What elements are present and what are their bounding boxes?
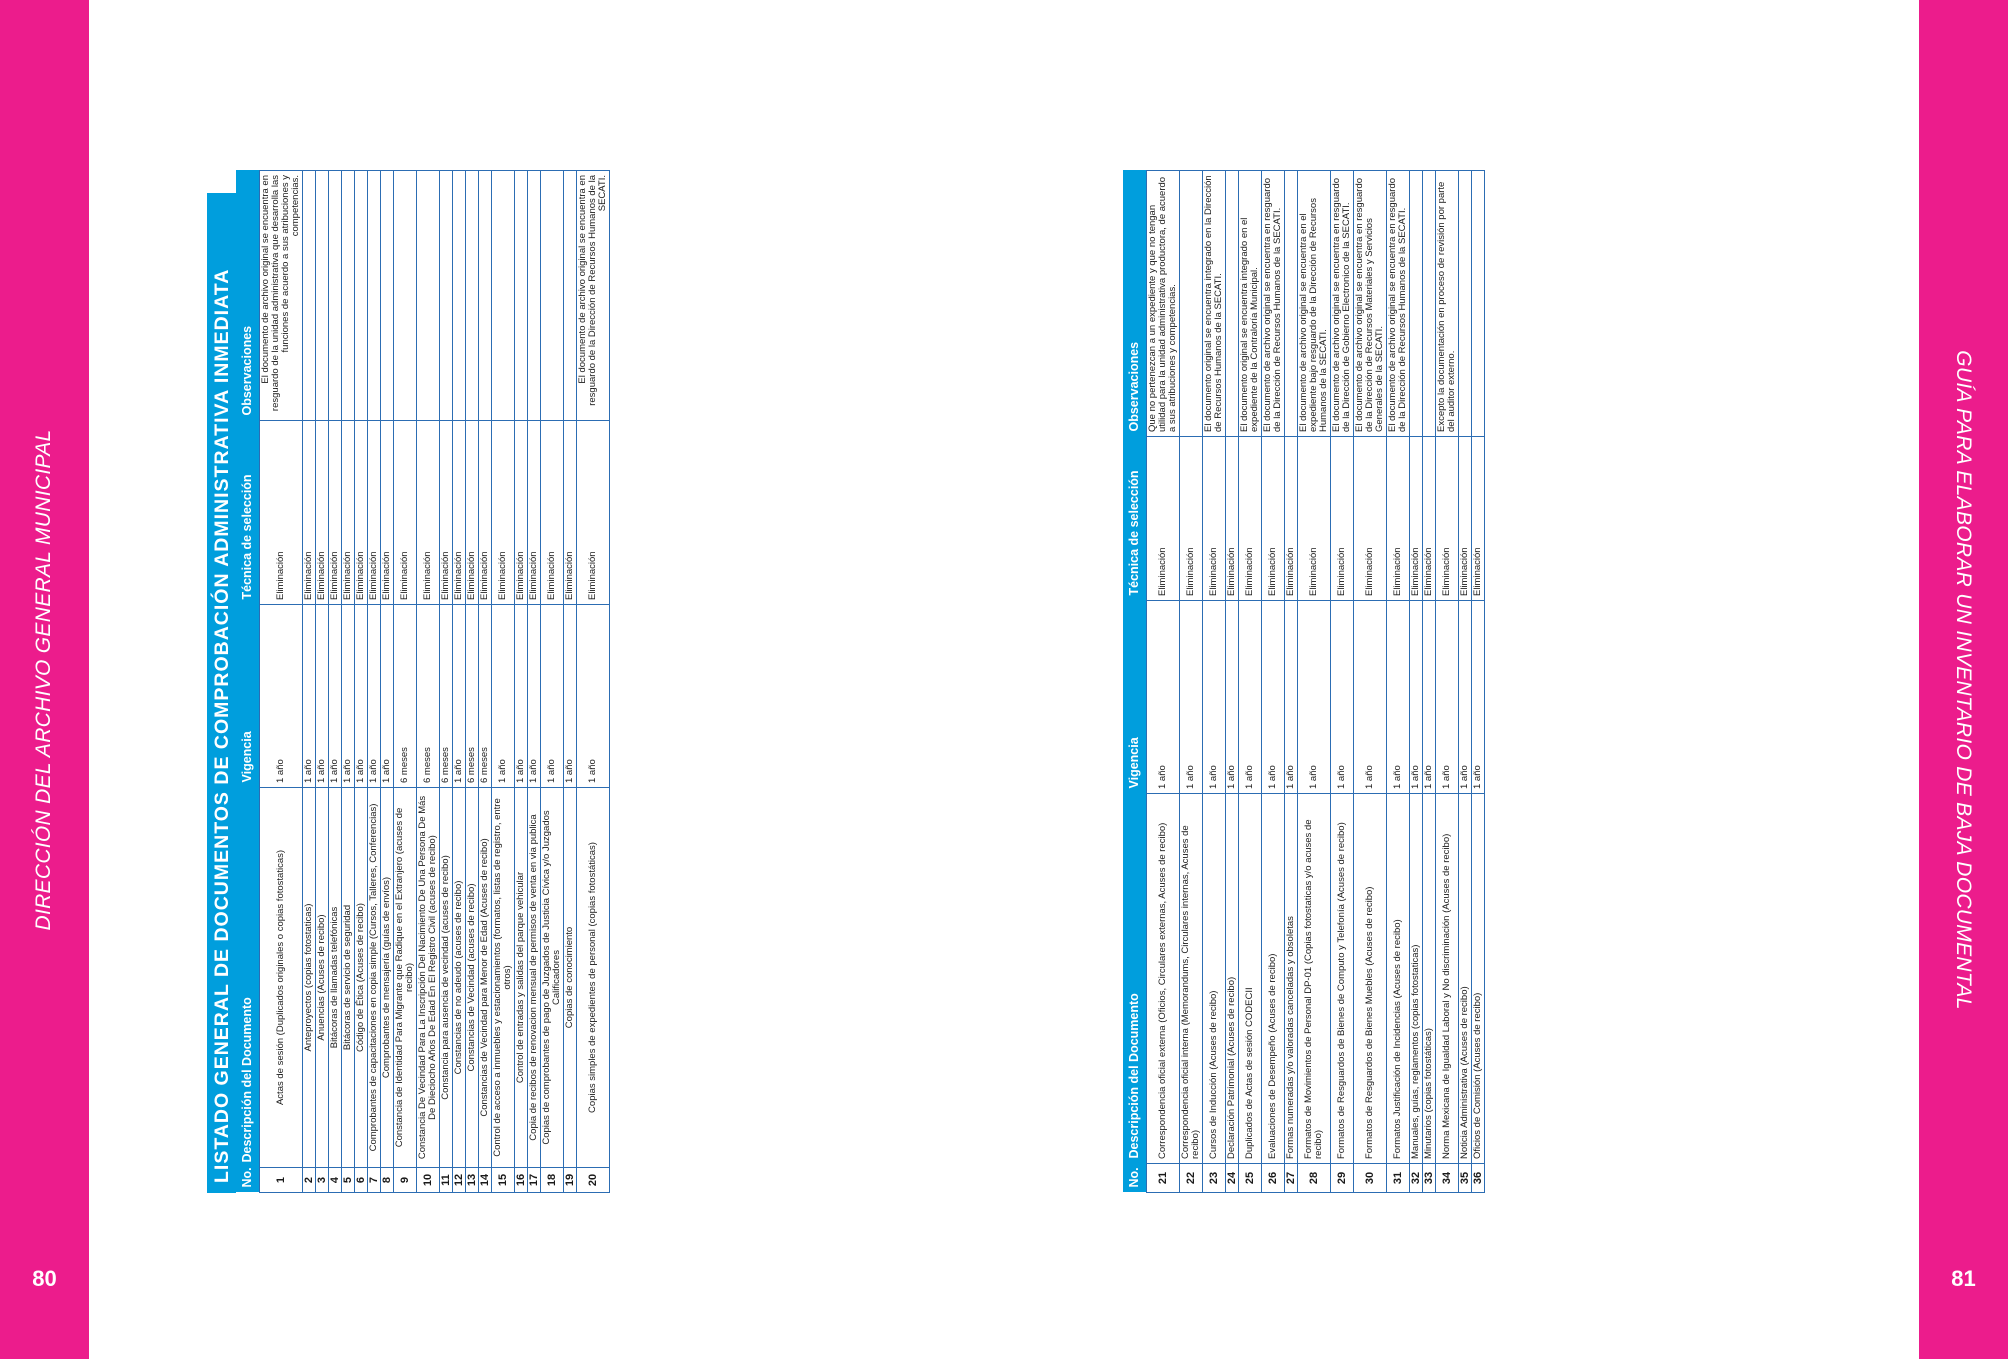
row-vigencia: 1 año bbox=[1202, 601, 1225, 794]
row-description: Cursos de Inducción (Acuses de recibo) bbox=[1202, 794, 1225, 1164]
row-description: Actas de sesión (Duplicados originales o copias fotostaticas) bbox=[259, 788, 302, 1168]
row-tecnica: Eliminación bbox=[514, 421, 527, 605]
row-observaciones bbox=[393, 171, 416, 421]
row-vigencia: 1 año bbox=[1422, 601, 1435, 794]
row-number: 34 bbox=[1435, 1164, 1458, 1193]
row-number: 24 bbox=[1225, 1164, 1238, 1193]
row-vigencia: 1 año bbox=[563, 605, 576, 788]
row-tecnica: Eliminación bbox=[341, 421, 354, 605]
table-row bbox=[416, 171, 439, 1193]
row-number: 17 bbox=[527, 1168, 540, 1193]
row-number: 20 bbox=[576, 1168, 609, 1193]
row-number: 27 bbox=[1284, 1164, 1297, 1193]
row-number: 18 bbox=[540, 1168, 563, 1193]
row-number: 7 bbox=[367, 1168, 380, 1193]
row-tecnica: Eliminación bbox=[1458, 437, 1471, 601]
row-number: 15 bbox=[491, 1168, 514, 1193]
col-header-description: Descripción del Documento bbox=[1123, 794, 1146, 1164]
row-observaciones: El documento original se encuentra integrado en el expediente de la Contraloría Municipal. bbox=[1238, 171, 1261, 437]
table-row bbox=[1179, 171, 1202, 1193]
row-vigencia: 1 año bbox=[328, 605, 341, 788]
table-row bbox=[1435, 171, 1458, 1193]
row-number: 13 bbox=[465, 1168, 478, 1193]
right-band-title: GUÍA PARA ELABORAR UN INVENTARIO DE BAJA DOCUMENTAL bbox=[1952, 350, 1975, 1010]
row-observaciones bbox=[478, 171, 491, 421]
row-vigencia: 6 meses bbox=[393, 605, 416, 788]
table-row bbox=[302, 171, 315, 1193]
row-vigencia: 1 año bbox=[367, 605, 380, 788]
row-description: Comprobantes de mensajería (guías de envíos) bbox=[380, 788, 393, 1168]
row-tecnica: Eliminación bbox=[259, 421, 302, 605]
row-number: 5 bbox=[341, 1168, 354, 1193]
row-tecnica: Eliminación bbox=[540, 421, 563, 605]
row-number: 31 bbox=[1386, 1164, 1409, 1193]
row-vigencia: 1 año bbox=[1238, 601, 1261, 794]
row-description: Anuencias (Acuses de recibo) bbox=[315, 788, 328, 1168]
table-row bbox=[1458, 171, 1471, 1193]
table-row bbox=[540, 171, 563, 1193]
row-tecnica: Eliminación bbox=[1202, 437, 1225, 601]
col-header-observaciones: Observaciones bbox=[236, 171, 259, 421]
row-vigencia: 1 año bbox=[380, 605, 393, 788]
row-observaciones bbox=[540, 171, 563, 421]
row-description: Minutarios (copias fotostáticas) bbox=[1422, 794, 1435, 1164]
row-number: 12 bbox=[452, 1168, 465, 1193]
row-description: Anteproyectos (copias fotostaticas) bbox=[302, 788, 315, 1168]
row-tecnica: Eliminación bbox=[1409, 437, 1422, 601]
row-description: Constancias de no adeudo (acuses de recibo) bbox=[452, 788, 465, 1168]
row-description: Constancias de Vecindad para Menor de Edad (Acuses de recibo) bbox=[478, 788, 491, 1168]
row-vigencia: 1 año bbox=[452, 605, 465, 788]
row-description: Constancia para ausencia de vecindad (acuses de recibo) bbox=[439, 788, 452, 1168]
row-tecnica: Eliminación bbox=[491, 421, 514, 605]
row-description: Código de Ética (Acuses de recibo) bbox=[354, 788, 367, 1168]
row-description: Bitácoras de llamadas telefónicas bbox=[328, 788, 341, 1168]
row-tecnica: Eliminación bbox=[1179, 437, 1202, 601]
documents-table-2 bbox=[1123, 170, 1485, 1193]
row-observaciones: El documento de archivo original se encuentra en resguardo de la Dirección de Recursos Humanos de la SECATI. bbox=[1261, 171, 1284, 437]
row-vigencia: 1 año bbox=[259, 605, 302, 788]
row-observaciones bbox=[1422, 171, 1435, 437]
row-observaciones bbox=[341, 171, 354, 421]
row-observaciones: El documento de archivo original se encuentra en resguardo de la Dirección de Recursos Humanos de la SECATI. bbox=[1386, 171, 1409, 437]
row-tecnica: Eliminación bbox=[1297, 437, 1330, 601]
row-tecnica: Eliminación bbox=[563, 421, 576, 605]
table-row bbox=[1261, 171, 1284, 1193]
row-vigencia: 1 año bbox=[1330, 601, 1353, 794]
row-vigencia: 1 año bbox=[354, 605, 367, 788]
col-header-tecnica: Técnica de selección bbox=[236, 421, 259, 605]
row-number: 16 bbox=[514, 1168, 527, 1193]
row-number: 9 bbox=[393, 1168, 416, 1193]
row-description: Correspondencia oficial interna (Memorandums, Circulares internas, Acuses de recibo) bbox=[1179, 794, 1202, 1164]
row-number: 32 bbox=[1409, 1164, 1422, 1193]
row-tecnica: Eliminación bbox=[416, 421, 439, 605]
row-observaciones bbox=[1471, 171, 1484, 437]
col-header-observaciones: Observaciones bbox=[1123, 171, 1146, 437]
row-vigencia: 1 año bbox=[540, 605, 563, 788]
row-number: 29 bbox=[1330, 1164, 1353, 1193]
row-vigencia: 1 año bbox=[1458, 601, 1471, 794]
row-tecnica: Eliminación bbox=[465, 421, 478, 605]
row-observaciones bbox=[1458, 171, 1471, 437]
table-row bbox=[1330, 171, 1353, 1193]
row-description: Norma Mexicana de Igualdad Laboral y No discriminación (Acuses de recibo) bbox=[1435, 794, 1458, 1164]
table-row bbox=[1146, 171, 1179, 1193]
row-observaciones: El documento de archivo original se encuentra en resguardo de la Dirección de Recursos Materiales y Servicios Generales de la SECATI. bbox=[1353, 171, 1386, 437]
left-page-band bbox=[0, 0, 89, 1359]
row-number: 26 bbox=[1261, 1164, 1284, 1193]
table-row bbox=[527, 171, 540, 1193]
col-header-no: No. bbox=[1123, 1164, 1146, 1193]
table-row bbox=[1353, 171, 1386, 1193]
row-description: Correspondencia oficial externa (Oficios, Circulares externas, Acuses de recibo) bbox=[1146, 794, 1179, 1164]
table-row bbox=[491, 171, 514, 1193]
row-tecnica: Eliminación bbox=[302, 421, 315, 605]
row-vigencia: 1 año bbox=[1297, 601, 1330, 794]
row-tecnica: Eliminación bbox=[393, 421, 416, 605]
row-number: 21 bbox=[1146, 1164, 1179, 1193]
table-row bbox=[1422, 171, 1435, 1193]
row-vigencia: 1 año bbox=[527, 605, 540, 788]
row-observaciones bbox=[514, 171, 527, 421]
row-number: 3 bbox=[315, 1168, 328, 1193]
row-description: Formatos de Movimientos de Personal DP-01 (Copias fotostaticas y/o acuses de recibo) bbox=[1297, 794, 1330, 1164]
row-tecnica: Eliminación bbox=[367, 421, 380, 605]
table-row bbox=[465, 171, 478, 1193]
row-vigencia: 1 año bbox=[1179, 601, 1202, 794]
row-description: Copias de conocimiento bbox=[563, 788, 576, 1168]
left-page-number: 80 bbox=[32, 1266, 57, 1291]
table-row bbox=[1471, 171, 1484, 1193]
row-tecnica: Eliminación bbox=[1386, 437, 1409, 601]
table-row bbox=[1284, 171, 1297, 1193]
table-row bbox=[367, 171, 380, 1193]
table-row bbox=[341, 171, 354, 1193]
row-description: Oficios de Comisión (Acuses de recibo) bbox=[1471, 794, 1484, 1164]
row-tecnica: Eliminación bbox=[315, 421, 328, 605]
row-observaciones bbox=[491, 171, 514, 421]
row-tecnica: Eliminación bbox=[527, 421, 540, 605]
row-observaciones: El documento de archivo original se encuentra en resguardo de la unidad administrativa que desarrolla las funciones de acuerdo a sus atribuciones y competencias. bbox=[259, 171, 302, 421]
row-number: 22 bbox=[1179, 1164, 1202, 1193]
table-row bbox=[563, 171, 576, 1193]
row-observaciones bbox=[1284, 171, 1297, 437]
row-tecnica: Eliminación bbox=[452, 421, 465, 605]
row-number: 30 bbox=[1353, 1164, 1386, 1193]
row-description: Formatos Justificación de Incidencias (Acuses de recibo) bbox=[1386, 794, 1409, 1164]
left-band-title: DIRECCIÓN DEL ARCHIVO GENERAL MUNICIPAL bbox=[32, 429, 55, 931]
row-tecnica: Eliminación bbox=[1146, 437, 1179, 601]
row-observaciones bbox=[1409, 171, 1422, 437]
row-observaciones: El documento de archivo original se encuentra en resguardo de la Dirección de Gobierno Electronico de la SECATI. bbox=[1330, 171, 1353, 437]
table-row bbox=[478, 171, 491, 1193]
row-description: Manuales, guías, reglamentos (copias fotostaticas) bbox=[1409, 794, 1422, 1164]
row-vigencia: 1 año bbox=[514, 605, 527, 788]
table-row bbox=[393, 171, 416, 1193]
row-description: Duplicados de Actas de sesión CODECII bbox=[1238, 794, 1261, 1164]
row-tecnica: Eliminación bbox=[354, 421, 367, 605]
row-vigencia: 1 año bbox=[341, 605, 354, 788]
table-title: LISTADO GENERAL DE DOCUMENTOS DE COMPROBACIÓN ADMINISTRATIVA INMEDIATA bbox=[207, 193, 236, 1193]
row-description: Noticia Administrativa (Acuses de recibo) bbox=[1458, 794, 1471, 1164]
col-header-tecnica: Técnica de selección bbox=[1123, 437, 1146, 601]
table-row bbox=[354, 171, 367, 1193]
row-vigencia: 1 año bbox=[302, 605, 315, 788]
row-observaciones bbox=[328, 171, 341, 421]
row-description: Declaración Patrimonial (Acuses de recibo) bbox=[1225, 794, 1238, 1164]
row-observaciones bbox=[1179, 171, 1202, 437]
table-row bbox=[315, 171, 328, 1193]
row-number: 19 bbox=[563, 1168, 576, 1193]
row-vigencia: 1 año bbox=[1435, 601, 1458, 794]
row-vigencia: 6 meses bbox=[439, 605, 452, 788]
row-tecnica: Eliminación bbox=[1238, 437, 1261, 601]
row-number: 25 bbox=[1238, 1164, 1261, 1193]
row-vigencia: 1 año bbox=[1386, 601, 1409, 794]
row-description: Copia de recibos de renovacion mensual de permisos de venta en via publica bbox=[527, 788, 540, 1168]
table-row bbox=[1297, 171, 1330, 1193]
col-header-description: Descripción del Documento bbox=[236, 788, 259, 1168]
right-page-band bbox=[1919, 0, 2008, 1359]
row-number: 28 bbox=[1297, 1164, 1330, 1193]
row-tecnica: Eliminación bbox=[1471, 437, 1484, 601]
row-description: Formas numeradas y/o valoradas canceladas y obsoletas bbox=[1284, 794, 1297, 1164]
row-description: Evaluaciones de Desempeño (Acuses de recibo) bbox=[1261, 794, 1284, 1164]
row-number: 8 bbox=[380, 1168, 393, 1193]
row-description: Control de entradas y salidas del parque vehicular bbox=[514, 788, 527, 1168]
row-description: Formatos de Resguardos de Bienes Muebles (Acuses de recibo) bbox=[1353, 794, 1386, 1164]
table-row bbox=[259, 171, 302, 1193]
row-observaciones bbox=[315, 171, 328, 421]
row-tecnica: Eliminación bbox=[439, 421, 452, 605]
table-row bbox=[576, 171, 609, 1193]
row-description: Comprobantes de capacitaciones en copia simple (Cursos, Talleres, Conferencias) bbox=[367, 788, 380, 1168]
table-row bbox=[1409, 171, 1422, 1193]
row-tecnica: Eliminación bbox=[478, 421, 491, 605]
documents-table-1 bbox=[236, 170, 610, 1193]
row-vigencia: 6 meses bbox=[478, 605, 491, 788]
row-tecnica: Eliminación bbox=[1353, 437, 1386, 601]
table-row bbox=[328, 171, 341, 1193]
table-row bbox=[1202, 171, 1225, 1193]
row-description: Constancias de Vecindad (acuses de recibo) bbox=[465, 788, 478, 1168]
row-description: Copias simples de expedientes de personal (copias fotostáticas) bbox=[576, 788, 609, 1168]
row-number: 10 bbox=[416, 1168, 439, 1193]
row-observaciones bbox=[527, 171, 540, 421]
right-page-number: 81 bbox=[1951, 1266, 1976, 1291]
row-number: 35 bbox=[1458, 1164, 1471, 1193]
row-vigencia: 1 año bbox=[1409, 601, 1422, 794]
row-number: 33 bbox=[1422, 1164, 1435, 1193]
row-observaciones: El documento de archivo original se encuentra en resguardo de la Dirección de Recursos Humanos de la SECATI. bbox=[576, 171, 609, 421]
row-number: 14 bbox=[478, 1168, 491, 1193]
row-vigencia: 1 año bbox=[1471, 601, 1484, 794]
row-number: 11 bbox=[439, 1168, 452, 1193]
listado-table-page-81 bbox=[1123, 171, 1485, 1193]
table-row bbox=[452, 171, 465, 1193]
row-tecnica: Eliminación bbox=[1330, 437, 1353, 601]
row-description: Formatos de Resguardos de Bienes de Computo y Telefonía (Acuses de recibo) bbox=[1330, 794, 1353, 1164]
row-description: Constancia de Identidad Para Migrante que Radique en el Extranjero (acuses de recibo) bbox=[393, 788, 416, 1168]
row-tecnica: Eliminación bbox=[1284, 437, 1297, 601]
col-header-vigencia: Vigencia bbox=[236, 605, 259, 788]
row-tecnica: Eliminación bbox=[1435, 437, 1458, 601]
row-description: Control de acceso a inmuebles y estacionamientos (formatos, listas de registro, entre otros) bbox=[491, 788, 514, 1168]
row-vigencia: 6 meses bbox=[465, 605, 478, 788]
row-observaciones: El documento original se encuentra integrado en la Dirección de Recursos Humanos de la SECATI. bbox=[1202, 171, 1225, 437]
row-vigencia: 1 año bbox=[491, 605, 514, 788]
row-number: 4 bbox=[328, 1168, 341, 1193]
row-vigencia: 1 año bbox=[576, 605, 609, 788]
row-observaciones bbox=[416, 171, 439, 421]
row-number: 2 bbox=[302, 1168, 315, 1193]
row-observaciones bbox=[354, 171, 367, 421]
row-observaciones: Excepto la documentación en proceso de revisión por parte del auditor externo. bbox=[1435, 171, 1458, 437]
row-observaciones bbox=[563, 171, 576, 421]
row-observaciones bbox=[439, 171, 452, 421]
row-number: 1 bbox=[259, 1168, 302, 1193]
table-row bbox=[1238, 171, 1261, 1193]
col-header-no: No. bbox=[236, 1168, 259, 1193]
row-description: Bitácoras de servicio de seguridad bbox=[341, 788, 354, 1168]
row-tecnica: Eliminación bbox=[328, 421, 341, 605]
row-observaciones bbox=[302, 171, 315, 421]
row-observaciones: Que no pertenezcan a un expediente y que no tengan utilidad para la unidad administrativa productora, de acuerdo a sus atribuciones y competencias. bbox=[1146, 171, 1179, 437]
row-observaciones bbox=[452, 171, 465, 421]
row-tecnica: Eliminación bbox=[576, 421, 609, 605]
table-row bbox=[439, 171, 452, 1193]
listado-table-page-80 bbox=[207, 171, 610, 1193]
row-vigencia: 1 año bbox=[1225, 601, 1238, 794]
row-observaciones bbox=[367, 171, 380, 421]
row-vigencia: 1 año bbox=[315, 605, 328, 788]
row-vigencia: 1 año bbox=[1261, 601, 1284, 794]
col-header-vigencia: Vigencia bbox=[1123, 601, 1146, 794]
table-row bbox=[1225, 171, 1238, 1193]
row-vigencia: 6 meses bbox=[416, 605, 439, 788]
row-tecnica: Eliminación bbox=[1422, 437, 1435, 601]
table-row bbox=[1386, 171, 1409, 1193]
row-tecnica: Eliminación bbox=[1225, 437, 1238, 601]
table-row bbox=[380, 171, 393, 1193]
row-observaciones bbox=[1225, 171, 1238, 437]
row-observaciones bbox=[380, 171, 393, 421]
row-vigencia: 1 año bbox=[1353, 601, 1386, 794]
row-observaciones: El documento de archivo original se encuentra en el expediente bajo resguardo de la Dirección de Recursos Humanos de la SECATI. bbox=[1297, 171, 1330, 437]
row-vigencia: 1 año bbox=[1146, 601, 1179, 794]
row-number: 36 bbox=[1471, 1164, 1484, 1193]
row-number: 6 bbox=[354, 1168, 367, 1193]
table-row bbox=[514, 171, 527, 1193]
row-description: Constancia De Vecindad Para La Inscripción Del Nacimiento De Una Persona De Más De Dieciocho Años De Edad En El Registro Civil (acuses de recibo) bbox=[416, 788, 439, 1168]
row-vigencia: 1 año bbox=[1284, 601, 1297, 794]
row-tecnica: Eliminación bbox=[380, 421, 393, 605]
row-tecnica: Eliminación bbox=[1261, 437, 1284, 601]
row-description: Copias de comprobantes de pago de Juzgados de Justicia Cívica y/o Juzgados Calificadores bbox=[540, 788, 563, 1168]
row-observaciones bbox=[465, 171, 478, 421]
row-number: 23 bbox=[1202, 1164, 1225, 1193]
